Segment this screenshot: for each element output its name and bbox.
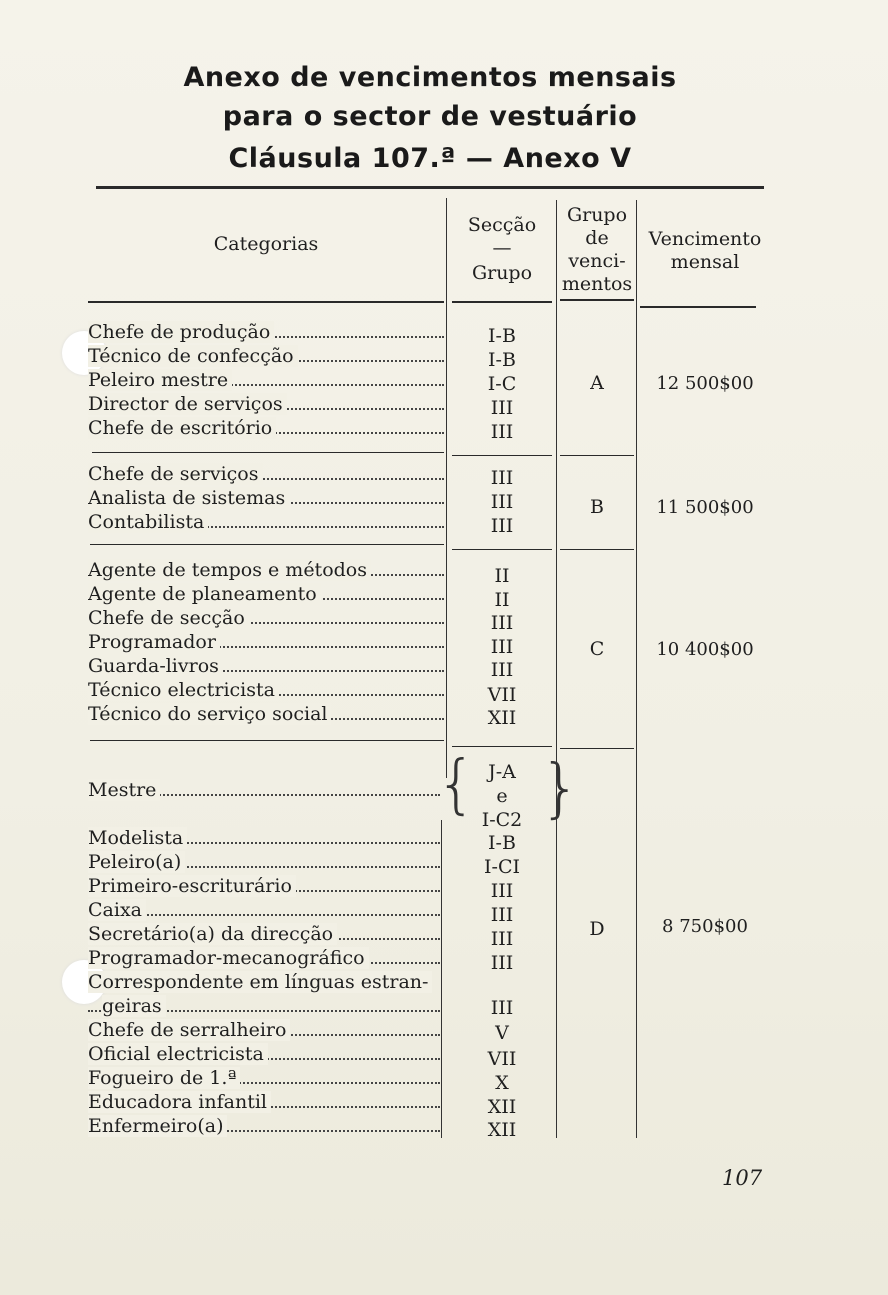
category-name: Chefe de serviços (88, 463, 263, 485)
group-rule (560, 455, 634, 456)
category-name: Programador-mecanográfico (88, 947, 369, 969)
list-item (88, 416, 444, 440)
list-item (88, 1114, 440, 1138)
header-rule-seccao (452, 301, 552, 303)
seccao-value: III (490, 952, 514, 974)
category-name: Chefe de serralheiro (88, 1019, 290, 1041)
list-item (88, 922, 440, 946)
title-rule (96, 186, 764, 189)
list-item (88, 874, 440, 898)
category-name: Técnico electricista (88, 679, 279, 701)
group-rule (92, 452, 444, 453)
column-line-2 (556, 200, 557, 1138)
category-name: Primeiro-escriturário (88, 875, 296, 897)
seccao-value: I-C (487, 373, 517, 395)
header-grupo-1: Grupo (566, 204, 628, 226)
seccao-value: III (490, 467, 514, 489)
list-item (88, 654, 444, 678)
header-seccao-1: Secção (467, 214, 537, 236)
list-item (88, 582, 444, 606)
list-item (88, 344, 444, 368)
list-item (88, 970, 440, 994)
category-name: Analista de sistemas (88, 487, 289, 509)
header-grupo-3: venci- (568, 250, 626, 272)
grupo-value: C (589, 638, 605, 660)
column-line-1 (446, 198, 447, 778)
list-item (88, 994, 440, 1018)
seccao-value: III (490, 612, 514, 634)
header-rule-vencimento (640, 306, 756, 308)
seccao-value: e (496, 785, 508, 807)
category-name: Técnico do serviço social (88, 703, 331, 725)
seccao-value: XII (487, 1119, 517, 1141)
group-rule (452, 455, 552, 456)
list-item (88, 510, 444, 534)
list-item (88, 486, 444, 510)
category-name: Agente de tempos e métodos (88, 559, 371, 581)
list-item (88, 630, 444, 654)
grupo-value: B (590, 496, 604, 518)
list-item (88, 946, 440, 970)
seccao-value: J-A (488, 761, 516, 783)
seccao-value: III (490, 928, 514, 950)
list-item (88, 702, 444, 726)
group-rule (560, 549, 634, 550)
seccao-value: III (490, 904, 514, 926)
list-item (88, 1018, 440, 1042)
seccao-value: III (490, 421, 514, 443)
category-name: Peleiro(a) (88, 851, 185, 873)
right-brace: } (540, 752, 581, 826)
group-rule (560, 748, 634, 749)
seccao-value: V (495, 1022, 509, 1044)
grupo-value: A (590, 372, 604, 394)
category-name: Guarda-livros (88, 655, 223, 677)
page-number: 107 (722, 1166, 763, 1190)
category-name: Agente de planeamento (88, 583, 321, 605)
seccao-value: III (490, 636, 514, 658)
header-vencimento-2: mensal (670, 251, 740, 273)
seccao-value: I-CI (484, 856, 520, 878)
grupo-value: D (589, 918, 605, 940)
category-name: geiras (102, 995, 166, 1017)
column-line-3 (636, 200, 637, 1138)
group-rule (452, 746, 552, 747)
category-name: Contabilista (88, 511, 208, 533)
group-rule (90, 740, 444, 741)
title-line-2: para o sector de vestuário (222, 101, 638, 132)
category-name: Caixa (88, 899, 146, 921)
list-item (88, 1042, 440, 1066)
header-grupo-4: mentos (561, 273, 633, 295)
header-seccao-2: — (492, 237, 512, 259)
seccao-value: I-B (488, 325, 516, 347)
seccao-value: II (494, 589, 510, 611)
category-name: Director de serviços (88, 393, 287, 415)
category-name: Peleiro mestre (88, 369, 232, 391)
list-item (88, 320, 444, 344)
seccao-value: XII (487, 707, 517, 729)
category-name: Chefe de escritório (88, 417, 276, 439)
left-brace: { (436, 748, 477, 822)
list-item (88, 898, 440, 922)
header-vencimento-1: Vencimento (648, 228, 762, 250)
seccao-value: III (490, 515, 514, 537)
category-name: Enfermeiro(a) (88, 1115, 227, 1137)
header-categorias: Categorias (213, 233, 319, 255)
title-line-3: Cláusula 107.ª — Anexo V (228, 143, 632, 174)
seccao-value: III (490, 491, 514, 513)
list-item (88, 368, 444, 392)
list-item (88, 850, 440, 874)
category-name: Técnico de confecção (88, 345, 298, 367)
category-name: Programador (88, 631, 220, 653)
vencimento-value: 8 750$00 (662, 916, 748, 937)
list-item (88, 678, 444, 702)
header-seccao-3: Grupo (471, 262, 533, 284)
seccao-value: III (490, 880, 514, 902)
category-name: Oficial electricista (88, 1043, 268, 1065)
list-item (88, 392, 444, 416)
category-name: Correspondente em línguas estran- (88, 971, 432, 993)
title-line-1: Anexo de vencimentos mensais (183, 62, 677, 93)
list-item (88, 462, 444, 486)
category-name: Chefe de produção (88, 321, 274, 343)
category-name: Mestre (88, 779, 160, 801)
header-grupo-2: de (585, 227, 609, 249)
vencimento-value: 11 500$00 (656, 497, 754, 518)
seccao-value: I-B (488, 349, 516, 371)
category-name: Educadora infantil (88, 1091, 271, 1113)
category-name: Chefe de secção (88, 607, 249, 629)
vencimento-value: 10 400$00 (656, 639, 754, 660)
seccao-value: X (495, 1072, 509, 1094)
seccao-value: III (490, 659, 514, 681)
seccao-value: XII (487, 1096, 517, 1118)
category-name: Fogueiro de 1.ª (88, 1067, 240, 1089)
header-rule-grupo (560, 299, 634, 301)
list-item (88, 778, 440, 802)
list-item (88, 1066, 440, 1090)
vencimento-value: 12 500$00 (656, 373, 754, 394)
header-rule-categorias (88, 301, 444, 303)
seccao-value: I-C2 (481, 809, 523, 831)
seccao-value: III (490, 397, 514, 419)
seccao-value: I-B (488, 832, 516, 854)
list-item (88, 606, 444, 630)
column-line-1b (441, 820, 442, 1138)
category-name: Secretário(a) da direcção (88, 923, 337, 945)
group-rule (452, 549, 552, 550)
seccao-value: II (494, 565, 510, 587)
list-item (88, 826, 440, 850)
seccao-value: VII (487, 1048, 517, 1070)
seccao-value: VII (487, 684, 517, 706)
category-name: Modelista (88, 827, 187, 849)
list-item (88, 1090, 440, 1114)
list-item (88, 558, 444, 582)
seccao-value: III (490, 997, 514, 1019)
group-rule (90, 544, 444, 545)
